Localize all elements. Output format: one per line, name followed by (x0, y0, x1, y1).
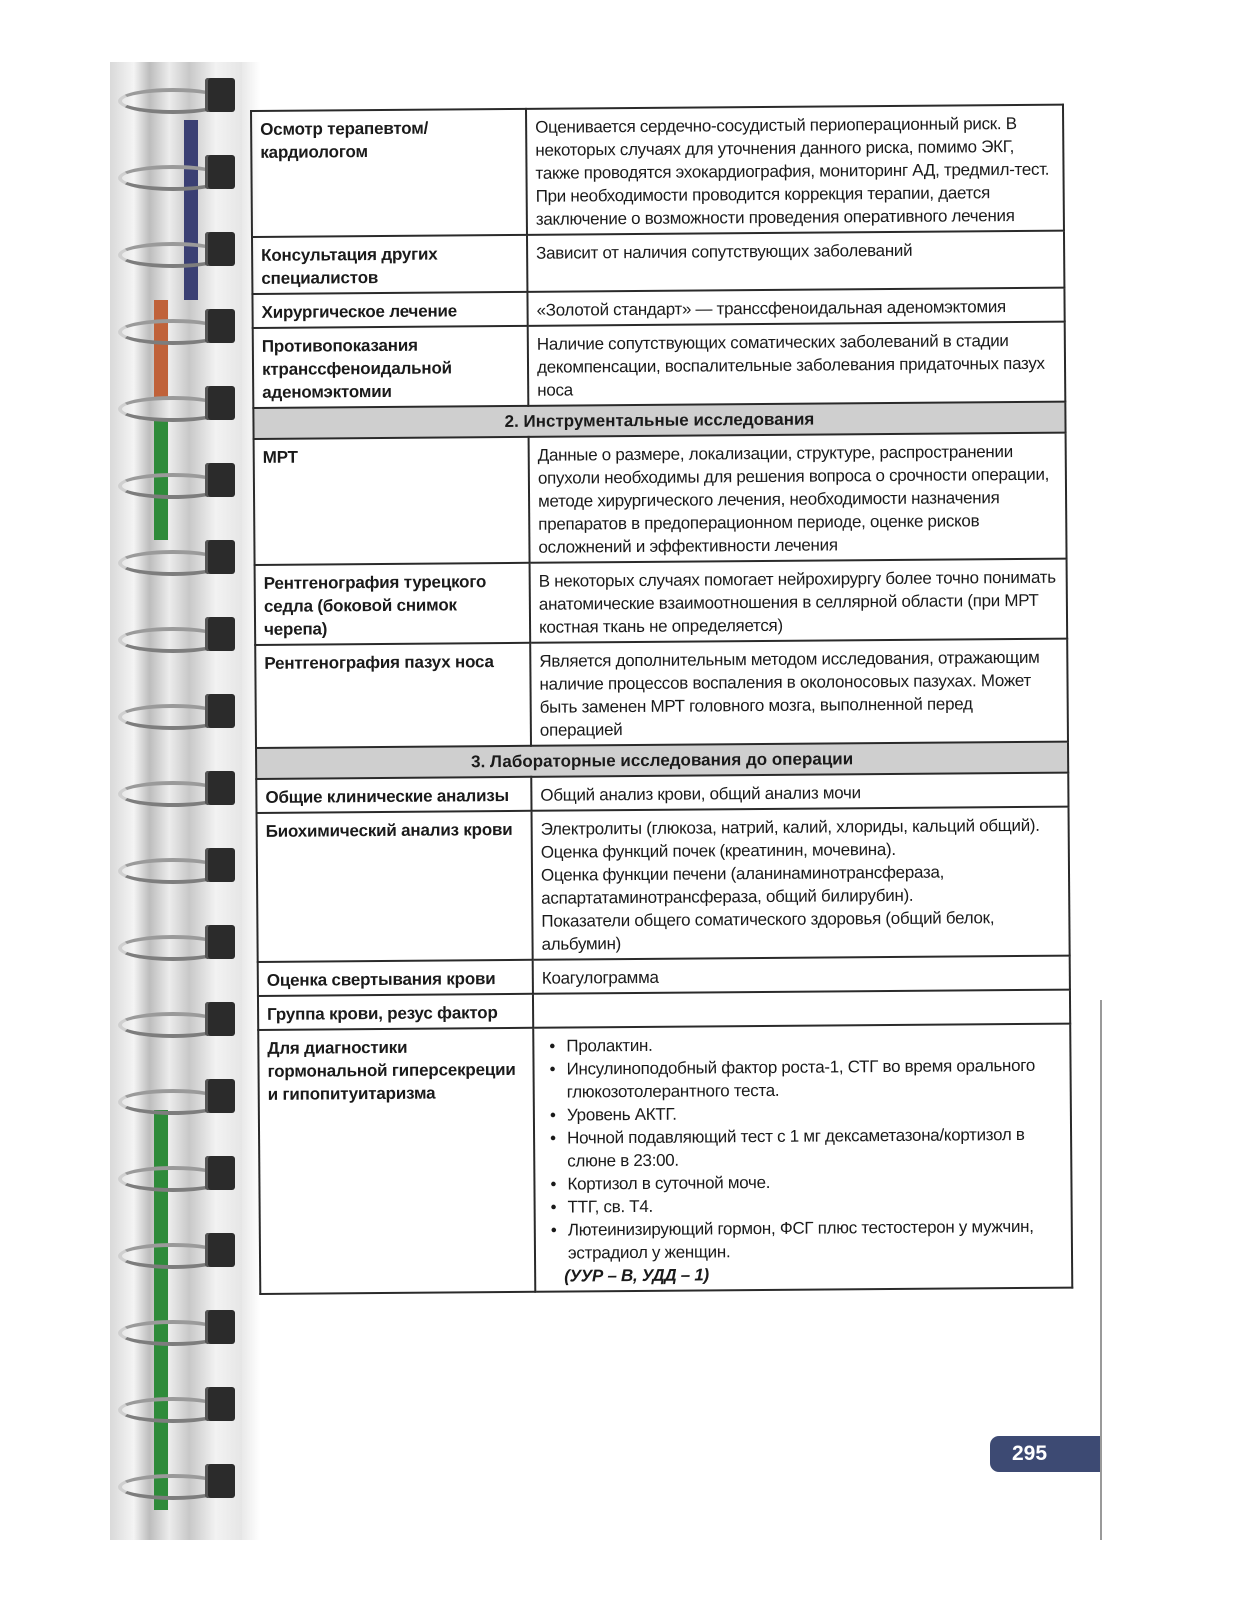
table-row (255, 559, 1068, 645)
binding-hole (205, 848, 235, 882)
row-label: Хирургическое лечение (252, 292, 527, 328)
row-label: Биохимический анализ крови (257, 811, 533, 962)
binding-hole (205, 1002, 235, 1036)
binding-hole (205, 386, 235, 420)
value-line: «Золотой стандарт» — трансcфеноидальная аденомэктомия (536, 297, 1006, 320)
row-label: Оценка свертывания крови (258, 960, 533, 996)
row-value (533, 956, 1070, 994)
value-line: Оценивается сердечно-сосудистый периоперационный риск. В некоторых случаях для уточнения данного риска, помимо ЭКГ, также проводятся эхокардиография, мониторинг АД, тредмил-тест. При необходимости проводится коррекция терапии, дается заключение о возможности проведения оперативного лечения (535, 113, 1050, 229)
binding-hole (205, 925, 235, 959)
table-row (257, 807, 1070, 962)
page-edge (1100, 1000, 1102, 1540)
index-tab-orange (154, 300, 168, 400)
row-label: МРТ (254, 437, 530, 565)
row-label: Для диагностики гормональной гиперсекреции и гипопитуитаризма (258, 1028, 535, 1294)
binding-hole (205, 232, 235, 266)
list-item: • Кортизол в суточной моче. (547, 1169, 1062, 1196)
table-row (251, 105, 1064, 237)
binding-hole (205, 1387, 235, 1421)
list-item: • Уровень АКТГ. (547, 1100, 1062, 1127)
row-value (532, 807, 1070, 960)
list-item: • Инсулиноподобный фактор роста-1, СТГ во время орального глюкозотолерантного теста. (546, 1054, 1061, 1104)
row-label: Консультация других специалистов (252, 235, 527, 294)
binding-hole (205, 1233, 235, 1267)
row-value (531, 773, 1068, 811)
table-row (252, 231, 1064, 294)
row-label: Рентгенография пазух носа (255, 643, 531, 748)
row-value (529, 433, 1067, 563)
binding-hole (205, 540, 235, 574)
section-title: 3. Лабораторные исследования до операции (256, 742, 1068, 779)
row-value (527, 231, 1064, 292)
table-row (258, 1024, 1072, 1294)
row-label: Группа крови, резус фактор (258, 994, 533, 1030)
row-label: Противопоказания ктранссфеноидальной аденомэктомии (253, 326, 529, 408)
value-line: Данные о размере, локализации, структуре, распространении опухоли необходимы для решения вопроса о срочности операции, методе хирургического лечения, необходимости назначения препаратов в предоперационном периоде, оценке рисков осложнений и эффективности лечения (537, 442, 1050, 557)
binding-hole (205, 1156, 235, 1190)
binding-hole (205, 694, 235, 728)
value-line: Общий анализ крови, общий анализ мочи (540, 783, 861, 805)
section-title: 2. Инструментальные исследования (253, 402, 1065, 439)
value-line: В некоторых случаях помогает нейрохирургу более точно понимать анатомические взаимоотношения в селлярной области (при МРТ костная ткань не определяется) (538, 567, 1056, 637)
binding-hole (205, 78, 235, 112)
bullet-list (542, 1031, 1063, 1265)
row-value (526, 105, 1064, 235)
list-item: • Ночной подавляющий тест с 1 мг дексаметазона/кортизол в слюне в 23:00. (547, 1123, 1062, 1173)
row-label: Рентгенография турецкого седла (боковой снимок черепа) (255, 563, 531, 645)
row-value (527, 288, 1064, 326)
table-row (254, 433, 1067, 565)
value-line: Наличие сопутствующих соматических заболеваний в стадии декомпенсации, воспалительные заболевания придаточных пазух носа (536, 331, 1045, 400)
binding-hole (205, 309, 235, 343)
row-value (528, 322, 1066, 406)
row-value (530, 559, 1068, 643)
clinical-table (250, 104, 1073, 1295)
row-value (533, 990, 1070, 1028)
value-line: Оценка функции печени (аланинаминотрансфераза, аспартатаминотрансфераза, общий билирубин). (540, 862, 945, 908)
binding-hole (205, 155, 235, 189)
value-line: Показатели общего соматического здоровья (общий белок, альбумин) (541, 908, 995, 954)
page-number-tab: 295 (990, 1436, 1100, 1472)
table-row (253, 322, 1066, 408)
row-value (533, 1024, 1072, 1292)
value-line: Электролиты (глюкоза, натрий, калий, хлориды, кальций общий). (540, 815, 1040, 839)
row-label: Осмотр терапевтом/ кардиологом (251, 109, 527, 237)
index-tab-navy (184, 120, 198, 300)
list-item: • Лютеинизирующий гормон, ФСГ плюс тестостерон у мужчин, эстрадиол у женщин. (548, 1215, 1063, 1265)
value-line: Коагулограмма (541, 967, 659, 988)
list-item: • Пролактин. (546, 1031, 1061, 1058)
value-line: Является дополнительным методом исследования, отражающим наличие процессов воспаления в околоносовых пазухах. Может быть заменен МРТ головного мозга, выполненной перед операцией (539, 647, 1040, 740)
row-value (530, 639, 1068, 746)
binding-hole (205, 771, 235, 805)
value-line: Зависит от наличия сопутствующих заболеваний (536, 240, 913, 263)
binding-hole (205, 1079, 235, 1113)
binding-hole (205, 1310, 235, 1344)
binding-hole (205, 463, 235, 497)
row-label: Общие клинические анализы (256, 777, 531, 813)
binding-hole (205, 617, 235, 651)
evidence-level: (УУР – В, УДД – 1) (564, 1265, 709, 1286)
value-line: Оценка функций почек (креатинин, мочевина). (540, 839, 896, 862)
list-item: • ТТГ, св. Т4. (548, 1192, 1063, 1219)
table-row (255, 639, 1068, 748)
binding-hole (205, 1464, 235, 1498)
